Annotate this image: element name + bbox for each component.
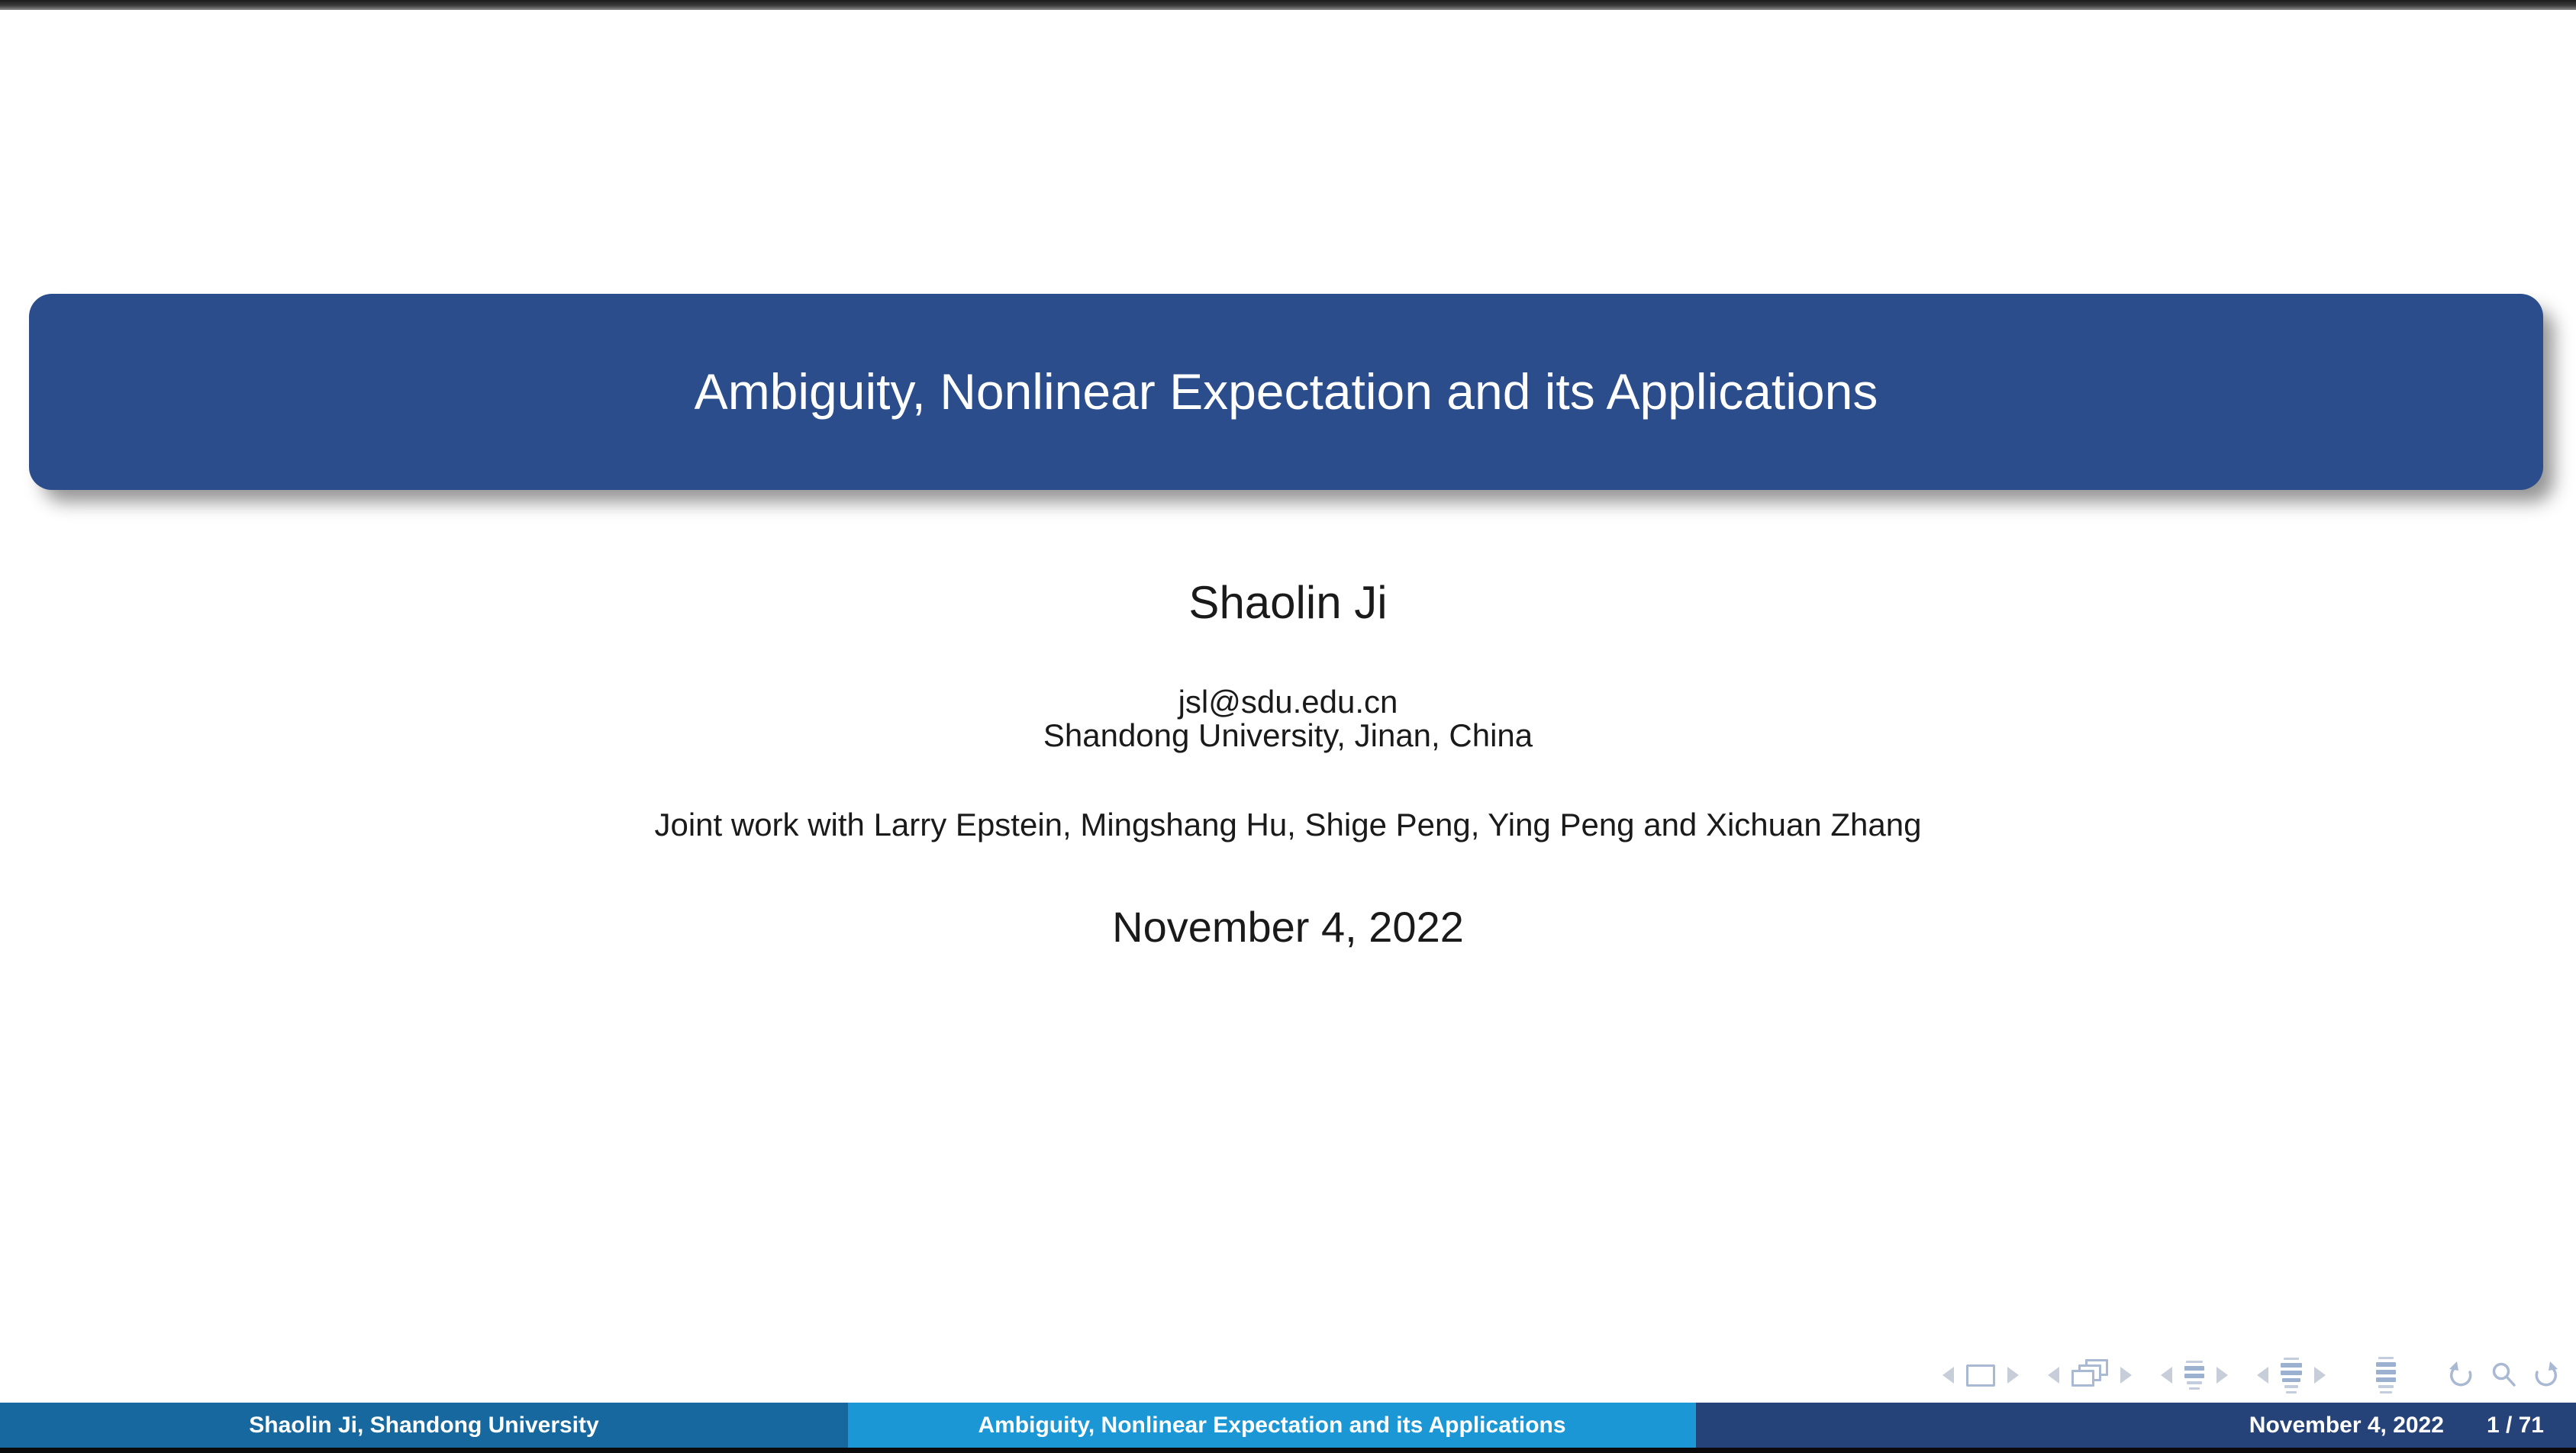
subsection-outline-icon[interactable] — [2184, 1359, 2204, 1391]
joint-work-credit: Joint work with Larry Epstein, Mingshang Hu, Shige Peng, Ying Peng and Xichuan Zhang — [654, 807, 1922, 842]
author-email: jsl@sdu.edu.cn — [1178, 684, 1398, 720]
presentation-outline-icon[interactable] — [2376, 1355, 2396, 1395]
prev-subsection-icon[interactable] — [2161, 1367, 2172, 1384]
frame-nav-group — [2048, 1359, 2132, 1391]
slide-date: November 4, 2022 — [1112, 903, 1464, 951]
author-name: Shaolin Ji — [1188, 577, 1388, 628]
history-back-icon[interactable] — [2446, 1360, 2477, 1390]
title-banner — [29, 294, 2543, 490]
search-icon[interactable] — [2489, 1361, 2518, 1390]
slide-title: Ambiguity, Nonlinear Expectation and its Applications — [694, 363, 1878, 420]
slide-frame-icon[interactable] — [1966, 1364, 1995, 1387]
section-outline-icon[interactable] — [2281, 1356, 2302, 1395]
beamer-navigation-bar — [1942, 1355, 2561, 1395]
footer-short-title: Ambiguity, Nonlinear Expectation and its Applications — [848, 1403, 1696, 1448]
footer-page-indicator: 1 / 71 — [2486, 1412, 2544, 1438]
next-subsection-icon[interactable] — [2217, 1367, 2228, 1384]
footer-date: November 4, 2022 — [2249, 1412, 2444, 1438]
author-affiliation: Shandong University, Jinan, China — [1043, 717, 1533, 753]
next-slide-icon[interactable] — [2007, 1367, 2019, 1384]
footer-bar — [0, 1403, 2576, 1448]
slide-nav-group — [1942, 1364, 2019, 1387]
footer-right-section — [1696, 1403, 2576, 1448]
frame-overlay-stack-icon[interactable] — [2071, 1359, 2108, 1391]
prev-slide-icon[interactable] — [1942, 1367, 1954, 1384]
section-nav-group — [2257, 1356, 2326, 1395]
prev-section-icon[interactable] — [2257, 1367, 2268, 1384]
top-letterbox-strip — [0, 0, 2576, 10]
next-frame-icon[interactable] — [2120, 1367, 2132, 1384]
author-contact-block — [0, 685, 2576, 752]
history-nav-group — [2446, 1360, 2561, 1390]
prev-frame-icon[interactable] — [2048, 1367, 2059, 1384]
bottom-letterbox-strip — [0, 1448, 2576, 1453]
history-forward-icon[interactable] — [2530, 1360, 2561, 1390]
footer-author-institution: Shaolin Ji, Shandong University — [0, 1403, 848, 1448]
next-section-icon[interactable] — [2314, 1367, 2326, 1384]
subsection-nav-group — [2161, 1359, 2228, 1391]
